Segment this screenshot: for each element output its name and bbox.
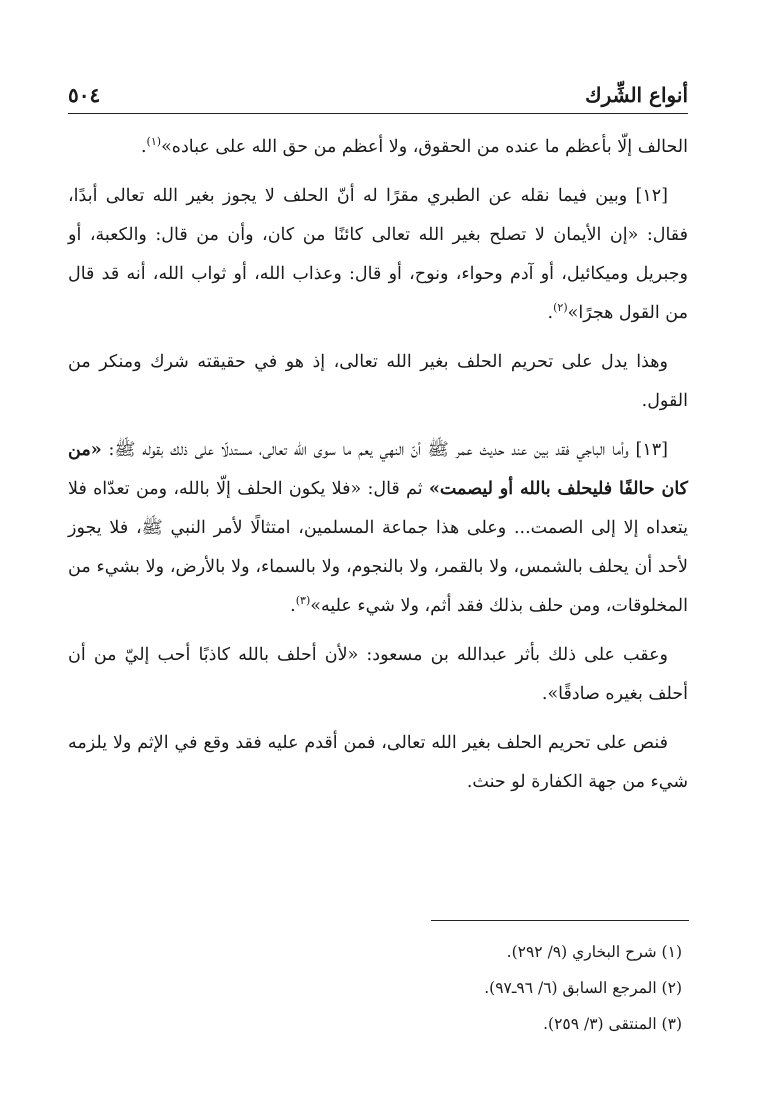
paragraph-2 xyxy=(68,177,688,333)
text-segment: ثم قال: «فلا يكون الحلف إلّا بالله، ومن تعدّاه فلا يتعداه إلا إلى الصمت... وعلى هذا جماعة المسلمين، امتثالًا لأمر النبي ﷺ، فلا يجوز لأحد أن يحلف بالشمس، ولا بالقمر، ولا بالنجوم، ولا بالسماء، ولا بالأرض، ولا بشيء من المخلوقات، ومن حلف بذلك فقد أثم، ولا شيء عليه» xyxy=(68,479,688,616)
page-header xyxy=(68,78,688,114)
running-title: أنواع الشِّرك xyxy=(585,83,688,107)
text-segment: . xyxy=(140,137,147,157)
footnote-marker: (٣) xyxy=(295,594,311,608)
text-segment: [١٢] وبين فيما نقله عن الطبري مقرًا له أنّ الحلف لا يجوز بغير الله تعالى أبدًا، فقال: «إن الأيمان لا تصلح بغير الله تعالى كائنًا من كان، وأن من قال: والكعبة، أو وجبريل وميكائيل، أو آدم وحواء، ونوح، أو قال: وعذاب الله، أو ثواب الله، أنه قد قال من القول هجرًا» xyxy=(68,186,688,323)
footnote-divider xyxy=(431,920,689,921)
text-segment: وعقب على ذلك بأثر عبدالله بن مسعود: «لأن أحلف بالله كاذبًا أحب إليّ من أن أحلف بغيره صادقًا». xyxy=(68,645,688,704)
paragraph-6 xyxy=(68,724,688,802)
footnote-1: (١) شرح البخاري (٩/ ٢٩٢). xyxy=(506,943,682,961)
paragraph-4 xyxy=(68,431,688,626)
text-segment: «من كان حالفًا فليحلف بالله أو ليصمت» xyxy=(68,440,689,499)
paragraph-5 xyxy=(68,636,688,714)
footnote-3: (٣) المنتقى (٣/ ٢٥٩). xyxy=(543,1015,682,1033)
footnote-marker: (١) xyxy=(146,135,162,149)
paragraph-1 xyxy=(68,128,688,167)
main-text xyxy=(68,128,688,812)
text-segment: . xyxy=(290,596,296,616)
text-segment: فنص على تحريم الحلف بغير الله تعالى، فمن أقدم عليه فقد وقع في الإثم ولا يلزمه شيء من جهة الكفارة لو حنث. xyxy=(68,733,688,792)
text-segment: الحالف إلّا بأعظم ما عنده من الحقوق، ولا أعظم من حق الله على عباده» xyxy=(161,137,688,157)
text-segment: وهذا يدل على تحريم الحلف بغير الله تعالى، إذ هو في حقيقته شرك ومنكر من القول. xyxy=(68,352,688,411)
text-segment: . xyxy=(547,303,554,323)
text-segment: [١٣] وأما الباجي فقد بين عند حديث عمر ﷺ أنّ النهي يعم ما سوى الله تعالى، مستدلّا على ذلك بقوله ﷺ: xyxy=(101,440,668,460)
footnotes xyxy=(68,934,688,1042)
footnote-2: (٢) المرجع السابق (٦/ ٩٦ـ٩٧). xyxy=(484,979,682,997)
footnote-marker: (٢) xyxy=(553,301,568,315)
paragraph-3 xyxy=(68,343,688,421)
page-number: ٥٠٤ xyxy=(68,83,101,107)
